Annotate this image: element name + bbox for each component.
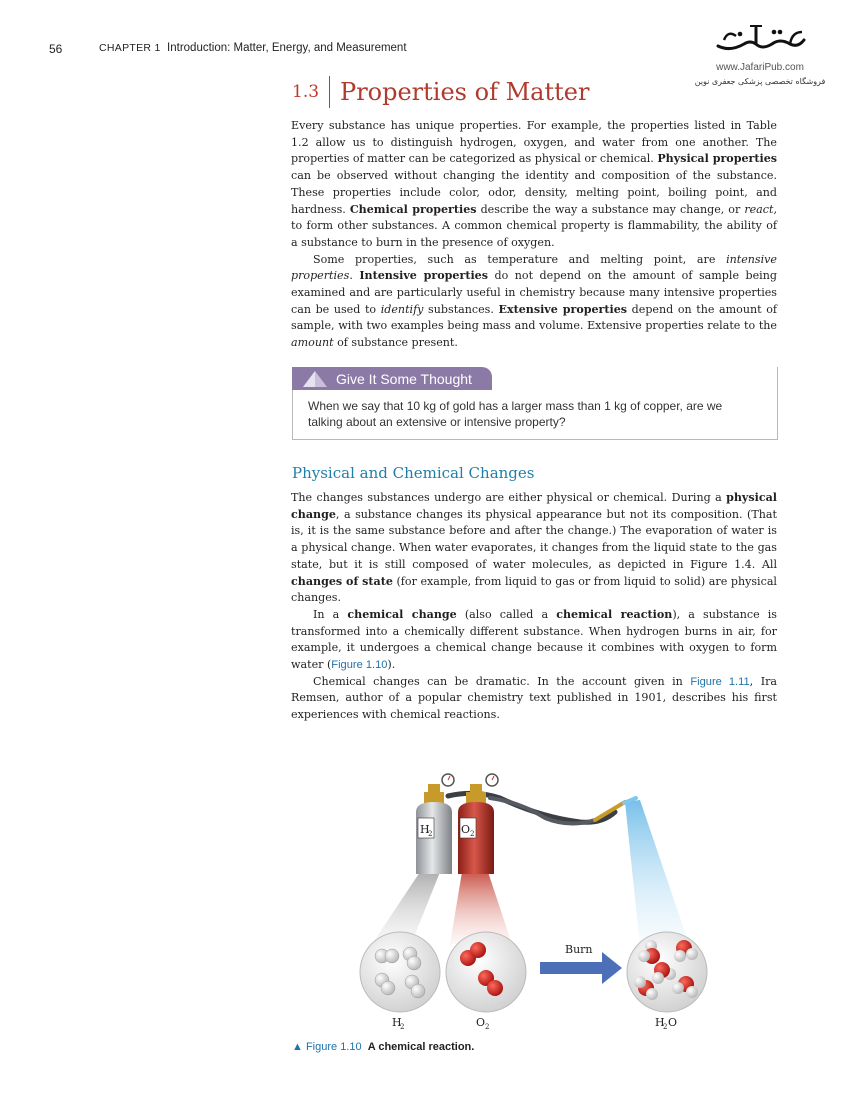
- give-it-some-thought-box: [292, 367, 778, 440]
- hydrogen-molecule-subscript: 2: [400, 1023, 405, 1031]
- burn-label: Burn: [565, 943, 593, 956]
- text-run: Some properties, such as temperature and melting point, are: [313, 252, 727, 266]
- hydrogen-molecule-label: H: [392, 1016, 402, 1029]
- term-changes-of-state: changes of state: [291, 574, 393, 588]
- text-run: Chemical changes can be dramatic. In the account given in: [313, 674, 691, 688]
- paragraph-physical-change: [291, 490, 777, 607]
- water-molecule-subscript: 2: [663, 1023, 668, 1031]
- figure-chemical-reaction: [340, 762, 760, 1034]
- emphasis-identify: identify: [380, 302, 424, 316]
- caption-figure-label[interactable]: Figure 1.10: [305, 1041, 362, 1053]
- paragraph-dramatic-changes: [291, 674, 777, 724]
- section-heading: [292, 76, 589, 108]
- chapter-label: CHAPTER 1: [99, 42, 161, 54]
- paragraph-properties: [291, 118, 777, 252]
- section-number: 1.3: [292, 82, 320, 102]
- figure-caption: [292, 1041, 474, 1053]
- term-physical-change: physical change: [291, 491, 777, 521]
- text-run: of substance present.: [333, 336, 458, 350]
- paragraph-chemical-change: [291, 607, 777, 674]
- figure-1-10-link[interactable]: Figure 1.10: [331, 659, 388, 672]
- thought-box-question: When we say that 10 kg of gold has a larger mass than 1 kg of copper, are we talking about an extensive or intensive property?: [308, 399, 723, 429]
- chapter-title: Introduction: Matter, Energy, and Measurement: [167, 42, 407, 54]
- thought-box-header: [292, 367, 492, 390]
- emphasis-react: react: [744, 202, 774, 216]
- text-run: , to form other substances. A common chemical property is flammability, the ability of a substance to burn in the presence of oxygen.: [291, 202, 777, 249]
- text-run: .: [349, 269, 360, 283]
- hydrogen-molecules-view: [360, 932, 440, 1012]
- hydrogen-tank-subscript: 2: [428, 830, 433, 838]
- publisher-logo: [690, 18, 830, 86]
- text-run: , a substance changes its physical appearance but not its composition. (That is, it is the same substance before and after the change.) The evaporation of water is a physical change. When water evaporates, it changes from the liquid state to the gas state, but it is still composed of water molecules, as depicted in Figure 1.4. All: [291, 507, 777, 571]
- text-run: ).: [387, 658, 396, 672]
- subsection-title: Physical and Chemical Changes: [292, 464, 535, 482]
- emphasis-intensive: intensive properties: [291, 252, 777, 283]
- emphasis-amount: amount: [291, 336, 334, 350]
- paragraph-intensive-extensive: [291, 252, 777, 352]
- text-run: substances.: [423, 302, 499, 316]
- term-intensive-properties: Intensive properties: [359, 269, 488, 283]
- intro-text-block: [291, 118, 777, 352]
- hydrogen-tank-label: H: [420, 823, 430, 836]
- water-molecule-label-h: H: [655, 1016, 665, 1029]
- changes-text-block: [291, 490, 777, 724]
- publisher-website: www.JafariPub.com: [716, 62, 804, 73]
- water-molecule-label-o: O: [668, 1016, 678, 1029]
- hydrogen-tank: [416, 774, 454, 874]
- water-zoom-beam: [625, 800, 690, 947]
- text-run: (also called a: [456, 607, 557, 621]
- term-extensive-properties: Extensive properties: [498, 302, 628, 316]
- figure-1-11-link[interactable]: Figure 1.11: [690, 675, 750, 688]
- section-title: Properties of Matter: [340, 78, 590, 106]
- oxygen-tank: [458, 774, 498, 874]
- term-chemical-properties: Chemical properties: [349, 202, 477, 216]
- text-run: describe the way a substance may change, or: [476, 202, 745, 216]
- thought-box-title: Give It Some Thought: [336, 370, 472, 387]
- oxygen-molecule-label: O: [476, 1016, 486, 1029]
- text-run: can be observed without changing the identity and composition of the substance. These properties include color, odor, density, melting point, boiling point, and hardness.: [291, 169, 777, 216]
- caption-text: A chemical reaction.: [367, 1041, 475, 1053]
- text-run: The changes substances undergo are either physical or chemical. During a: [291, 491, 727, 504]
- text-run: ), a substance is transformed into a chemically different substance. When hydrogen burns in air, for example, it undergoes a chemical change because it combines with oxygen to form water (: [291, 607, 777, 672]
- page-number: 56: [49, 42, 63, 56]
- text-run: do not depend on the amount of sample being examined and are particularly useful in chemistry because many intensive properties can be used to: [291, 269, 777, 316]
- term-physical-properties: Physical properties: [657, 152, 777, 166]
- publisher-logo-mark-icon: [710, 18, 810, 58]
- caption-marker-icon: ▲: [292, 1041, 303, 1053]
- text-run: In a: [313, 607, 348, 621]
- section-divider: [329, 76, 330, 108]
- chapter-heading: [99, 42, 407, 54]
- burn-arrow-icon: [540, 952, 622, 984]
- text-run: depend on the amount of sample, with two examples being mass and volume. Extensive properties relate to the: [291, 302, 777, 333]
- term-chemical-reaction: chemical reaction: [556, 607, 673, 621]
- text-run: Every substance has unique properties. For example, the properties listed in Table 1.2 allow us to distinguish hydrogen, oxygen, and water from one another. The properties of matter can be categorized as physical or chemical.: [291, 119, 777, 166]
- pyramid-icon: [302, 370, 328, 388]
- oxygen-tank-subscript: 2: [470, 830, 475, 838]
- water-molecules-view: [627, 932, 707, 1012]
- term-chemical-change: chemical change: [347, 607, 457, 621]
- text-run: , Ira Remsen, author of a popular chemistry text published in 1901, describes his first experiences with chemical reactions.: [291, 674, 778, 722]
- oxygen-molecules-view: [446, 932, 526, 1012]
- oxygen-molecule-subscript: 2: [485, 1023, 490, 1031]
- publisher-tagline: فروشگاه تخصصی پزشکی جعفری نوین: [694, 77, 826, 86]
- oxygen-tank-label: O: [461, 823, 471, 836]
- text-run: (for example, from liquid to gas or from liquid to solid) are physical changes.: [291, 574, 777, 605]
